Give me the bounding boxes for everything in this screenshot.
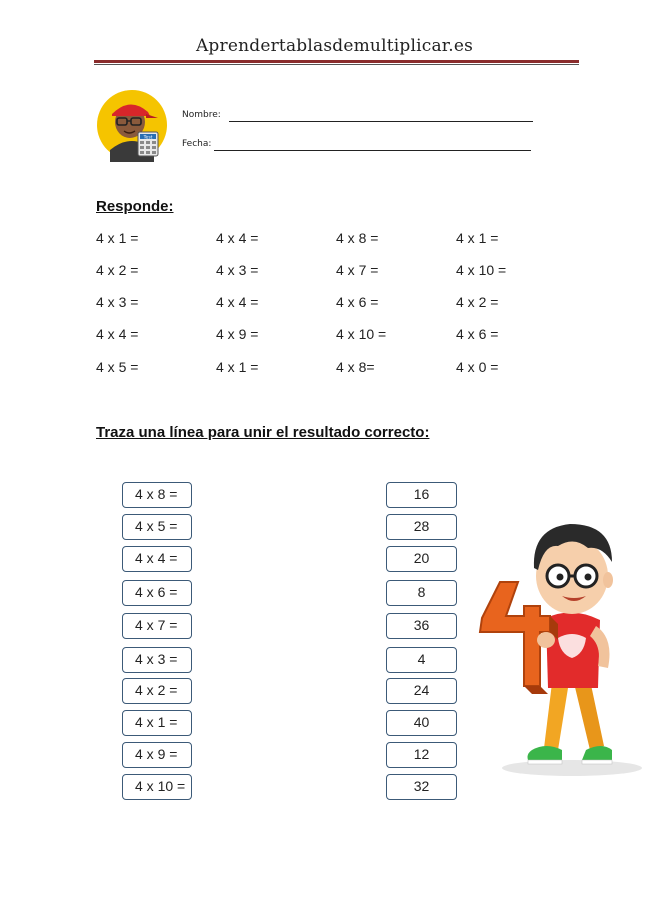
header-rule-thin [94,64,579,65]
exercise-item: 4 x 6 = [336,294,379,310]
exercise-item: 4 x 0 = [456,359,499,375]
exercise-item: 4 x 4 = [216,230,259,246]
match-right-box[interactable]: 16 [386,482,457,508]
exercise-item: 4 x 8= [336,359,375,375]
match-left-box[interactable]: 4 x 3 = [122,647,192,673]
match-left-box[interactable]: 4 x 5 = [122,514,192,540]
exercise-item: 4 x 2 = [96,262,139,278]
exercise-item: 4 x 10 = [336,326,387,342]
boy-holding-four-icon [462,498,662,788]
exercise-item: 4 x 4 = [96,326,139,342]
match-right-box[interactable]: 4 [386,647,457,673]
student-avatar-icon [96,88,168,162]
exercise-item: 4 x 9 = [216,326,259,342]
exercise-item: 4 x 1 = [96,230,139,246]
match-left-box[interactable]: 4 x 1 = [122,710,192,736]
avatar-badge-text: Test [143,135,153,141]
section-responde-title: Responde: [96,198,174,215]
exercise-item: 4 x 1 = [216,359,259,375]
exercise-item: 4 x 2 = [456,294,499,310]
exercise-item: 4 x 3 = [216,262,259,278]
match-right-box[interactable]: 36 [386,613,457,639]
match-right-box[interactable]: 28 [386,514,457,540]
match-right-box[interactable]: 12 [386,742,457,768]
match-left-box[interactable]: 4 x 2 = [122,678,192,704]
match-right-box[interactable]: 40 [386,710,457,736]
exercise-item: 4 x 1 = [456,230,499,246]
exercise-item: 4 x 6 = [456,326,499,342]
match-right-box[interactable]: 8 [386,580,457,606]
match-right-box[interactable]: 20 [386,546,457,572]
exercise-item: 4 x 8 = [336,230,379,246]
exercise-item: 4 x 10 = [456,262,507,278]
date-label: Fecha: [182,139,212,149]
match-right-box[interactable]: 32 [386,774,457,800]
match-left-box[interactable]: 4 x 7 = [122,613,192,639]
site-title: Aprendertablasdemultiplicar.es [195,36,474,56]
exercise-item: 4 x 3 = [96,294,139,310]
match-left-box[interactable]: 4 x 4 = [122,546,192,572]
match-left-box[interactable]: 4 x 10 = [122,774,192,800]
match-left-box[interactable]: 4 x 6 = [122,580,192,606]
match-left-box[interactable]: 4 x 9 = [122,742,192,768]
exercise-item: 4 x 7 = [336,262,379,278]
name-label: Nombre: [182,110,221,120]
exercise-item: 4 x 5 = [96,359,139,375]
date-field[interactable] [214,150,531,151]
exercise-item: 4 x 4 = [216,294,259,310]
section-match-title: Traza una línea para unir el resultado correcto: [96,424,430,441]
match-left-box[interactable]: 4 x 8 = [122,482,192,508]
header-rule [94,60,579,63]
match-right-box[interactable]: 24 [386,678,457,704]
name-field[interactable] [229,121,533,122]
